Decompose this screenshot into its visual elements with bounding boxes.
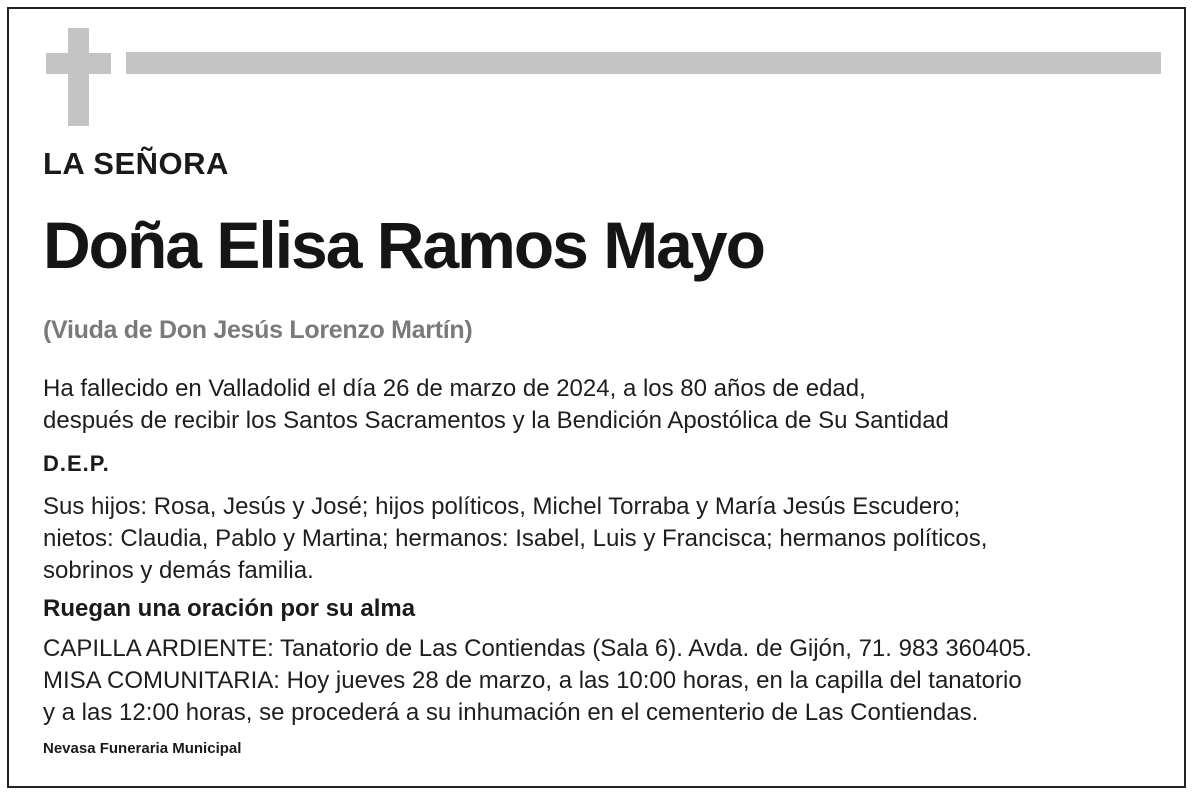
family-line: Sus hijos: Rosa, Jesús y José; hijos políticos, Michel Torraba y María Jesús Escudero; — [43, 493, 961, 520]
service-line: MISA COMUNITARIA: Hoy jueves 28 de marzo, a las 10:00 horas, en la capilla del tanatorio — [43, 667, 1022, 694]
family-paragraph — [43, 491, 987, 587]
title-label: LA SEÑORA — [43, 146, 229, 181]
death-line: Ha fallecido en Valladolid el día 26 de marzo de 2024, a los 80 años de edad, — [43, 375, 866, 402]
widow-of: (Viuda de Don Jesús Lorenzo Martín) — [43, 316, 473, 344]
service-line: y a las 12:00 horas, se procederá a su inhumación en el cementerio de Las Contiendas. — [43, 699, 979, 726]
death-line: después de recibir los Santos Sacramentos y la Bendición Apostólica de Su Santidad — [43, 407, 949, 434]
dep-label: D.E.P. — [43, 451, 110, 476]
service-line: CAPILLA ARDIENTE: Tanatorio de Las Contiendas (Sala 6). Avda. de Gijón, 71. 983 360405. — [43, 635, 1033, 662]
death-paragraph — [43, 373, 949, 437]
funeral-home: Nevasa Funeraria Municipal — [43, 740, 242, 757]
family-line: sobrinos y demás familia. — [43, 557, 314, 584]
prayer-request: Ruegan una oración por su alma — [43, 595, 416, 622]
header-rule — [126, 52, 1161, 74]
service-paragraph — [43, 633, 1032, 729]
deceased-name: Doña Elisa Ramos Mayo — [43, 208, 764, 282]
family-line: nietos: Claudia, Pablo y Martina; hermanos: Isabel, Luis y Francisca; hermanos políticos, — [43, 525, 988, 552]
